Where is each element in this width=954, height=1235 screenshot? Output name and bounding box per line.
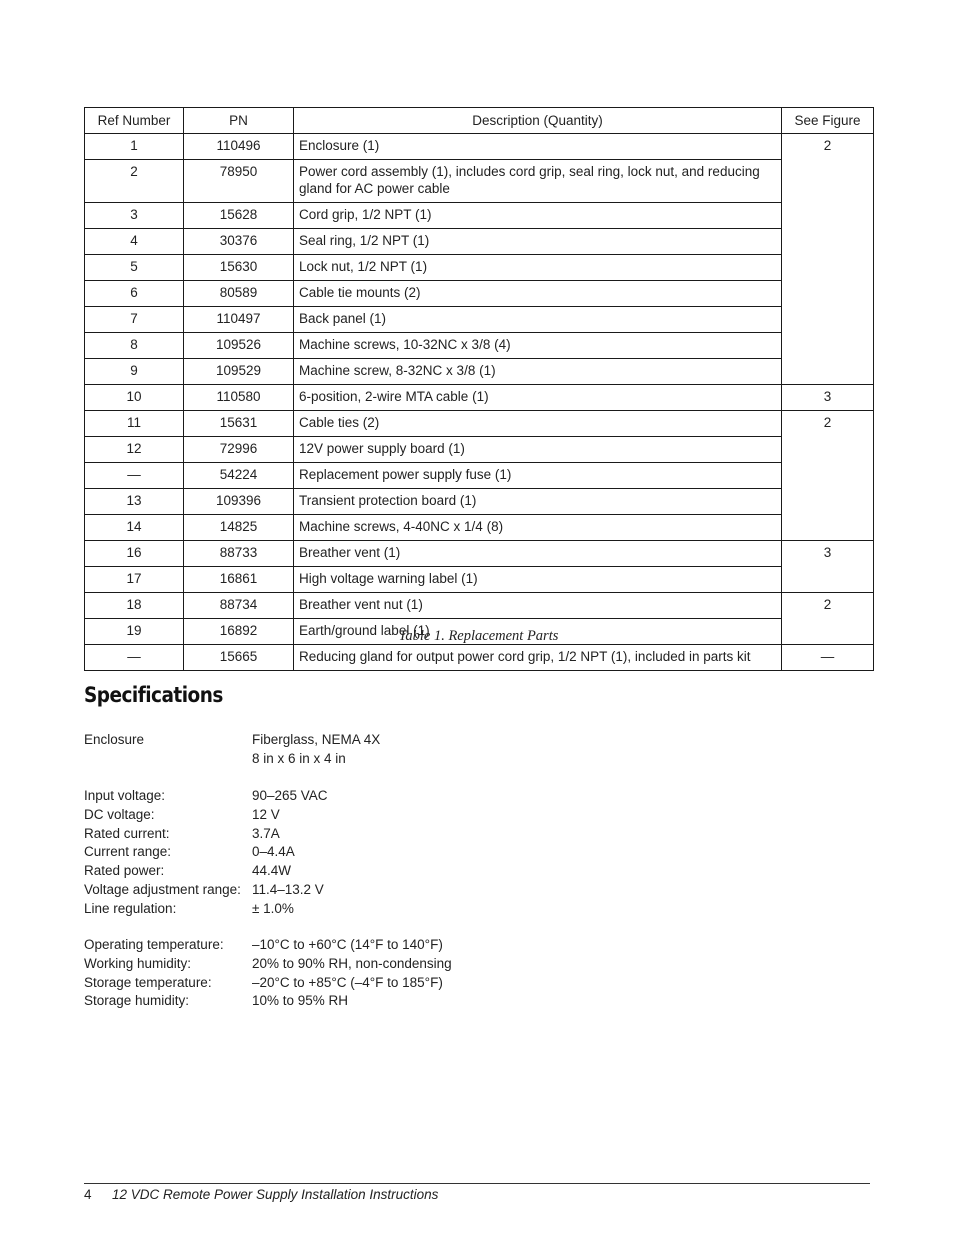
cell-ref-number: 16	[85, 541, 184, 567]
cell-see-figure: —	[782, 645, 874, 671]
table-row	[85, 567, 874, 593]
spec-group	[84, 936, 452, 1011]
table-row	[85, 489, 874, 515]
cell-description: Breather vent nut (1)	[294, 593, 782, 619]
spec-value: ± 1.0%	[252, 900, 294, 916]
table-row	[85, 229, 874, 255]
cell-pn: 110497	[184, 307, 294, 333]
spec-label: Storage temperature:	[84, 974, 212, 990]
spec-value: 3.7A	[252, 825, 280, 841]
table-row	[85, 160, 874, 203]
cell-pn: 15665	[184, 645, 294, 671]
spec-value: Fiberglass, NEMA 4X	[252, 732, 381, 747]
spec-row	[84, 955, 452, 974]
page-number: 4	[84, 1187, 92, 1202]
table-body	[85, 134, 874, 671]
cell-description: Earth/ground label (1)	[294, 619, 782, 645]
cell-ref-number: 2	[85, 160, 184, 203]
cell-description: Transient protection board (1)	[294, 489, 782, 515]
spec-row	[84, 900, 328, 919]
table-row	[85, 203, 874, 229]
spec-label: Line regulation:	[84, 900, 177, 916]
cell-description: High voltage warning label (1)	[294, 567, 782, 593]
cell-description: Machine screws, 4-40NC x 1/4 (8)	[294, 515, 782, 541]
cell-pn: 80589	[184, 281, 294, 307]
cell-ref-number: 7	[85, 307, 184, 333]
cell-pn: 15630	[184, 255, 294, 281]
table-row	[85, 541, 874, 567]
spec-label: Working humidity:	[84, 955, 192, 971]
cell-description: Reducing gland for output power cord grip, 1/2 NPT (1), included in parts kit	[294, 645, 782, 671]
table-header-row	[85, 108, 874, 134]
table-row	[85, 359, 874, 385]
cell-description: Seal ring, 1/2 NPT (1)	[294, 229, 782, 255]
cell-description: Power cord assembly (1), includes cord grip, seal ring, lock nut, and reducing gland for AC power cable	[294, 160, 782, 203]
replacement-parts-table	[84, 107, 874, 671]
specifications-heading: Specifications	[84, 683, 223, 707]
spec-value: 20% to 90% RH, non-condensing	[252, 955, 452, 971]
spec-value: 11.4–13.2 V	[252, 881, 324, 897]
cell-description: Lock nut, 1/2 NPT (1)	[294, 255, 782, 281]
table-row	[85, 255, 874, 281]
spec-label: Voltage adjustment range:	[84, 881, 241, 897]
spec-value: 0–4.4A	[252, 844, 295, 860]
cell-description: 6-position, 2-wire MTA cable (1)	[294, 385, 782, 411]
cell-pn: 15628	[184, 203, 294, 229]
spec-value: 90–265 VAC	[252, 788, 328, 803]
spec-label: DC voltage:	[84, 806, 155, 822]
cell-ref-number: 13	[85, 489, 184, 515]
cell-description: Enclosure (1)	[294, 134, 782, 160]
footer-divider	[84, 1183, 870, 1184]
cell-ref-number: —	[85, 645, 184, 671]
cell-ref-number: 14	[85, 515, 184, 541]
cell-pn: 88734	[184, 593, 294, 619]
cell-description: Breather vent (1)	[294, 541, 782, 567]
cell-description: Cable ties (2)	[294, 411, 782, 437]
header-pn: PN	[184, 108, 294, 134]
spec-label: Storage humidity:	[84, 993, 190, 1009]
spec-label: Operating temperature:	[84, 937, 224, 952]
table-row	[85, 333, 874, 359]
spec-label: Input voltage:	[84, 788, 166, 803]
cell-ref-number: 18	[85, 593, 184, 619]
spec-label: Rated current:	[84, 825, 170, 841]
header-see-figure: See Figure	[782, 108, 874, 134]
spec-row	[84, 750, 380, 769]
cell-pn: 109396	[184, 489, 294, 515]
cell-see-figure: 2	[782, 411, 874, 541]
table-row	[85, 645, 874, 671]
spec-row	[84, 974, 452, 993]
cell-pn: 72996	[184, 437, 294, 463]
cell-pn: 110580	[184, 385, 294, 411]
cell-pn: 54224	[184, 463, 294, 489]
cell-description: Machine screw, 8-32NC x 3/8 (1)	[294, 359, 782, 385]
table-row	[85, 437, 874, 463]
spec-label: Current range:	[84, 844, 172, 860]
cell-see-figure: 2	[782, 593, 874, 645]
cell-see-figure: 3	[782, 385, 874, 411]
spec-label: Rated power:	[84, 863, 165, 879]
cell-description: Machine screws, 10-32NC x 3/8 (4)	[294, 333, 782, 359]
cell-pn: 16861	[184, 567, 294, 593]
cell-ref-number: 8	[85, 333, 184, 359]
spec-group	[84, 787, 328, 919]
cell-ref-number: 12	[85, 437, 184, 463]
header-ref-number: Ref Number	[85, 108, 184, 134]
cell-pn: 15631	[184, 411, 294, 437]
spec-row	[84, 787, 328, 806]
cell-ref-number: 17	[85, 567, 184, 593]
table-caption: Table 1. Replacement Parts	[398, 628, 559, 644]
table-row	[85, 515, 874, 541]
cell-ref-number: 19	[85, 619, 184, 645]
spec-row	[84, 825, 328, 844]
table-row	[85, 463, 874, 489]
cell-pn: 30376	[184, 229, 294, 255]
cell-description: Back panel (1)	[294, 307, 782, 333]
table-row	[85, 307, 874, 333]
spec-value: 44.4W	[252, 863, 292, 879]
table-row	[85, 134, 874, 160]
cell-pn: 14825	[184, 515, 294, 541]
cell-ref-number: 6	[85, 281, 184, 307]
table-row	[85, 593, 874, 619]
cell-pn: 110496	[184, 134, 294, 160]
table-row	[85, 281, 874, 307]
cell-ref-number: 1	[85, 134, 184, 160]
spec-row	[84, 843, 328, 862]
cell-description: Cable tie mounts (2)	[294, 281, 782, 307]
spec-value: –20°C to +85°C (–4°F to 185°F)	[252, 974, 443, 990]
cell-ref-number: 4	[85, 229, 184, 255]
cell-pn: 109526	[184, 333, 294, 359]
spec-value: 10% to 95% RH	[252, 993, 349, 1009]
page-footer	[84, 1187, 438, 1202]
cell-see-figure: 2	[782, 134, 874, 385]
cell-pn: 78950	[184, 160, 294, 203]
header-description: Description (Quantity)	[294, 108, 782, 134]
spec-value: –10°C to +60°C (14°F to 140°F)	[252, 937, 443, 952]
table-row	[85, 385, 874, 411]
spec-row	[84, 992, 452, 1011]
spec-group	[84, 731, 380, 769]
document-title: 12 VDC Remote Power Supply Installation Instructions	[112, 1187, 439, 1202]
cell-see-figure: 3	[782, 541, 874, 593]
cell-pn: 16892	[184, 619, 294, 645]
spec-value: 12 V	[252, 806, 280, 822]
cell-ref-number: —	[85, 463, 184, 489]
cell-pn: 88733	[184, 541, 294, 567]
cell-ref-number: 3	[85, 203, 184, 229]
spec-row	[84, 881, 328, 900]
cell-pn: 109529	[184, 359, 294, 385]
cell-ref-number: 10	[85, 385, 184, 411]
spec-row	[84, 806, 328, 825]
cell-ref-number: 11	[85, 411, 184, 437]
cell-description: Replacement power supply fuse (1)	[294, 463, 782, 489]
table-row	[85, 411, 874, 437]
cell-description: Cord grip, 1/2 NPT (1)	[294, 203, 782, 229]
spec-value: 8 in x 6 in x 4 in	[252, 750, 346, 766]
cell-description: 12V power supply board (1)	[294, 437, 782, 463]
spec-row	[84, 731, 380, 750]
cell-ref-number: 9	[85, 359, 184, 385]
spec-row	[84, 862, 328, 881]
spec-row	[84, 936, 452, 955]
cell-ref-number: 5	[85, 255, 184, 281]
spec-label: Enclosure	[84, 732, 145, 747]
